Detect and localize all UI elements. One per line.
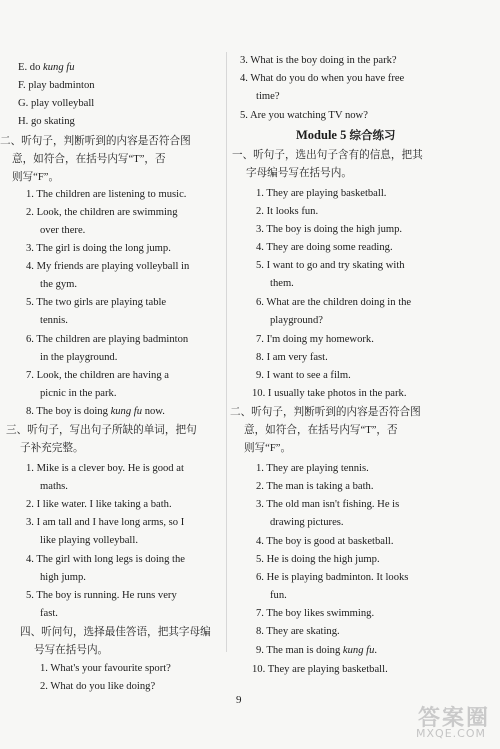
column-divider (226, 52, 227, 652)
list-item: 4. What do you do when you have free (240, 73, 405, 84)
section-heading: 意，如符合，在括号内写“T”，否 (244, 425, 398, 436)
list-item: 4. They are doing some reading. (256, 242, 393, 253)
list-item: 5. I want to go and try skating with (256, 260, 405, 271)
list-item: 2. It looks fun. (256, 206, 319, 217)
list-item: 2. Look, the children are swimming (26, 207, 178, 218)
list-item-cont: fun. (270, 590, 287, 601)
watermark-url: MXQE.COM (416, 727, 486, 740)
list-item: 5. He is doing the high jump. (256, 554, 380, 565)
list-item-cont: picnic in the park. (40, 388, 117, 399)
list-item: 6. He is playing badminton. It looks (256, 572, 409, 583)
list-item-cont: over there. (40, 225, 86, 236)
list-item-cont: tennis. (40, 315, 68, 326)
list-item: 1. The children are listening to music. (26, 189, 187, 200)
list-item: 9. I want to see a film. (256, 370, 351, 381)
list-item-cont: fast. (40, 608, 58, 619)
section-heading: 二、听句子，判断听到的内容是否符合图 (230, 407, 421, 418)
list-item: 3. The old man isn't fishing. He is (256, 499, 400, 510)
section-heading: 四、听问句，选择最佳答语，把其字母编 (20, 627, 211, 638)
list-item: 7. The boy likes swimming. (256, 608, 375, 619)
watermark-logo (398, 701, 494, 745)
module-title: Module 5 综合练习 (296, 128, 396, 142)
list-item-cont: playground? (270, 315, 323, 326)
list-item: 3. The girl is doing the long jump. (26, 243, 171, 254)
section-heading: 意，如符合，在括号内写“T”，否 (12, 154, 166, 165)
list-item-cont: drawing pictures. (270, 517, 344, 528)
option-h: H. go skating (18, 116, 75, 127)
watermark-text: 答案圈 (417, 706, 490, 731)
list-item: 2. What do you like doing? (40, 681, 156, 692)
option-e: E. do kung fu (18, 62, 75, 73)
option-g: G. play volleyball (18, 98, 95, 109)
list-item: 3. The boy is doing the high jump. (256, 224, 403, 235)
section-heading: 二、听句子，判断听到的内容是否符合图 (0, 136, 191, 147)
list-item: 1. They are playing tennis. (256, 463, 369, 474)
list-item: 4. My friends are playing volleyball in (26, 261, 190, 272)
list-item: 6. The children are playing badminton (26, 334, 189, 345)
list-item: 9. The man is doing kung fu. (256, 645, 378, 656)
list-item: 5. Are you watching TV now? (240, 110, 368, 121)
list-item: 7. Look, the children are having a (26, 370, 169, 381)
section-heading: 字母编号写在括号内。 (246, 168, 352, 179)
list-item: 5. The boy is running. He runs very (26, 590, 177, 601)
list-item: 1. What's your favourite sport? (40, 663, 171, 674)
list-item: 10. I usually take photos in the park. (252, 388, 407, 399)
section-heading: 则写“F”。 (244, 443, 292, 454)
list-item-cont: them. (270, 278, 294, 289)
section-heading: 号写在括号内。 (34, 645, 109, 656)
list-item: 2. I like water. I like taking a bath. (26, 499, 172, 510)
list-item: 3. What is the boy doing in the park? (240, 55, 397, 66)
list-item: 5. The two girls are playing table (26, 297, 167, 308)
section-heading: 三、听句子，写出句子所缺的单词，把句 (6, 425, 197, 436)
list-item: 3. I am tall and I have long arms, so I (26, 517, 185, 528)
section-heading: 一、听句子，选出句子含有的信息，把其 (232, 150, 423, 161)
list-item: 6. What are the children doing in the (256, 297, 412, 308)
list-item-cont: maths. (40, 481, 68, 492)
list-item-cont: in the playground. (40, 352, 118, 363)
section-heading: 子补充完整。 (20, 443, 84, 454)
list-item: 7. I'm doing my homework. (256, 334, 374, 345)
section-heading: 则写“F”。 (12, 172, 60, 183)
page-number: 9 (236, 694, 242, 706)
list-item-cont: time? (256, 91, 280, 102)
list-item: 8. The boy is doing kung fu now. (26, 406, 165, 417)
list-item: 1. They are playing basketball. (256, 188, 387, 199)
list-item: 8. I am very fast. (256, 352, 328, 363)
list-item: 4. The boy is good at basketball. (256, 536, 394, 547)
list-item: 4. The girl with long legs is doing the (26, 554, 185, 565)
list-item: 10. They are playing basketball. (252, 664, 388, 675)
list-item: 1. Mike is a clever boy. He is good at (26, 463, 184, 474)
list-item-cont: the gym. (40, 279, 78, 290)
option-f: F. play badminton (18, 80, 95, 91)
list-item: 8. They are skating. (256, 626, 340, 637)
list-item-cont: like playing volleyball. (40, 535, 138, 546)
list-item-cont: high jump. (40, 572, 86, 583)
list-item: 2. The man is taking a bath. (256, 481, 374, 492)
